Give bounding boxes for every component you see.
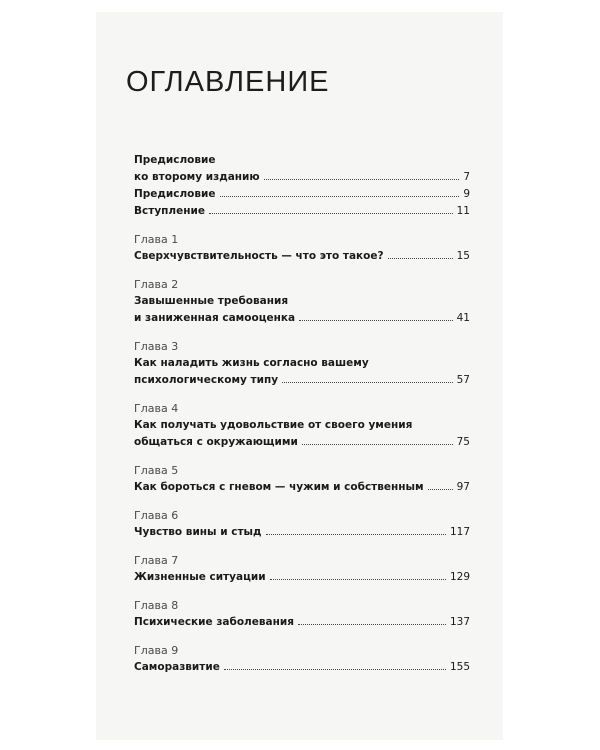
dot-leader: [266, 534, 446, 535]
chapter-label: Глава 3: [134, 340, 179, 353]
dot-leader: [388, 258, 453, 259]
toc-page-number: 155: [449, 661, 470, 673]
toc-entry[interactable]: [134, 203, 470, 220]
toc-entry-title: Саморазвитие: [134, 661, 220, 673]
toc-entry-title: Как бороться с гневом — чужим и собственным: [134, 481, 424, 493]
dot-leader: [299, 320, 453, 321]
toc-page-number: 7: [463, 171, 470, 183]
toc-entry-title: Предисловие: [134, 154, 216, 166]
toc-page-number: 41: [456, 312, 470, 324]
chapter-label: Глава 6: [134, 509, 179, 522]
toc-group-chapter-1: [134, 231, 470, 265]
toc-group-chapter-2: [134, 276, 470, 327]
toc-entry-title: Предисловие: [134, 188, 216, 200]
dot-leader: [282, 382, 453, 383]
toc-group-chapter-6: [134, 507, 470, 541]
toc-entry-title: и заниженная самооценка: [134, 312, 296, 324]
toc-entry[interactable]: [134, 169, 470, 186]
toc-entry[interactable]: [134, 310, 470, 327]
chapter-label: Глава 5: [134, 464, 179, 477]
toc-group-front-matter: [134, 152, 470, 220]
dot-leader: [428, 489, 453, 490]
toc-entry-title: общаться с окружающими: [134, 436, 298, 448]
toc-page-number: 15: [456, 250, 470, 262]
toc-entry-title: Как получать удовольствие от своего умения: [134, 419, 413, 431]
toc-entry[interactable]: [134, 569, 470, 586]
chapter-label: Глава 9: [134, 644, 179, 657]
toc-page-number: 137: [449, 616, 470, 628]
toc-group-chapter-4: [134, 400, 470, 451]
toc-entry-title: психологическому типу: [134, 374, 279, 386]
chapter-label: Глава 1: [134, 233, 179, 246]
toc-entry[interactable]: [134, 479, 470, 496]
toc-group-chapter-9: [134, 642, 470, 676]
dot-leader: [302, 444, 453, 445]
toc-entry[interactable]: [134, 372, 470, 389]
toc-entry-title: Чувство вины и стыд: [134, 526, 262, 538]
toc-entry-title: Завышенные требования: [134, 295, 289, 307]
toc-page-number: 117: [449, 526, 470, 538]
chapter-label: Глава 4: [134, 402, 179, 415]
toc-entry[interactable]: [134, 524, 470, 541]
book-page: [96, 12, 503, 740]
toc-group-chapter-5: [134, 462, 470, 496]
toc-entry-title: ко второму изданию: [134, 171, 260, 183]
page-title: ОГЛАВЛЕНИЕ: [126, 66, 330, 98]
toc-entry-title: Сверхчувствительность — что это такое?: [134, 250, 384, 262]
toc-entry-title: Психические заболевания: [134, 616, 294, 628]
toc-group-chapter-3: [134, 338, 470, 389]
toc-entry[interactable]: [134, 186, 470, 203]
dot-leader: [209, 213, 453, 214]
toc-page-number: 11: [456, 205, 470, 217]
dot-leader: [298, 624, 446, 625]
toc-page-number: 97: [456, 481, 470, 493]
dot-leader: [224, 669, 446, 670]
table-of-contents: [134, 152, 470, 687]
toc-entry[interactable]: [134, 614, 470, 631]
toc-group-chapter-7: [134, 552, 470, 586]
toc-entry-title: Как наладить жизнь согласно вашему: [134, 357, 369, 369]
chapter-label: Глава 8: [134, 599, 179, 612]
toc-group-chapter-8: [134, 597, 470, 631]
toc-page-number: 75: [456, 436, 470, 448]
toc-entry[interactable]: [134, 248, 470, 265]
dot-leader: [270, 579, 446, 580]
toc-page-number: 129: [449, 571, 470, 583]
dot-leader: [220, 196, 460, 197]
toc-page-number: 9: [463, 188, 470, 200]
toc-entry-title: Жизненные ситуации: [134, 571, 266, 583]
toc-entry-title: Вступление: [134, 205, 205, 217]
toc-page-number: 57: [456, 374, 470, 386]
dot-leader: [264, 179, 460, 180]
chapter-label: Глава 2: [134, 278, 179, 291]
chapter-label: Глава 7: [134, 554, 179, 567]
toc-entry[interactable]: [134, 434, 470, 451]
toc-entry[interactable]: [134, 659, 470, 676]
